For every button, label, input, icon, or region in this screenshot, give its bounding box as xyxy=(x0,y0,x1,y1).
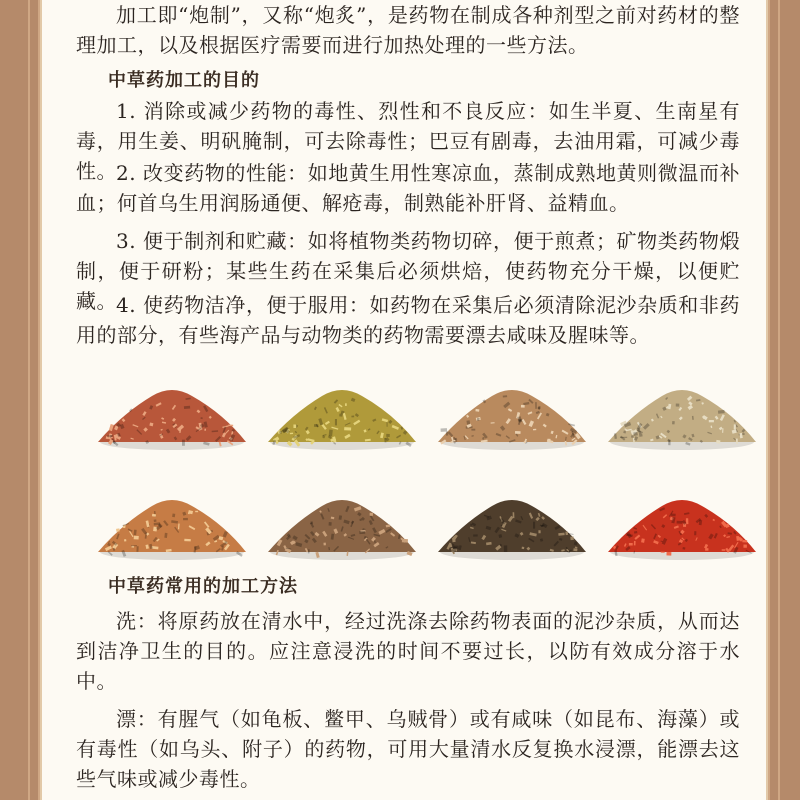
purpose-item-4: 4. 使药物洁净，便于服用：如药物在采集后必须清除泥沙杂质和非药用的部分，有些海产品与动物类的药物需要漂去咸味及腥味等。 xyxy=(76,293,740,347)
herb-pile-red-sandalwood-icon xyxy=(602,472,762,562)
method-soak: 漂：有腥气（如龟板、鳖甲、乌贼骨）或有咸味（如昆布、海藻）或有毒性（如乌头、附子）的药物，可用大量清水反复换水浸漂，能漂去这些气味或减少毒性。 xyxy=(76,707,740,791)
purpose-item-2: 2. 改变药物的性能：如地黄生用性寒凉血，蒸制成熟地黄则微温而补血；何首乌生用润肠通便、解疮毒，制熟能补肝肾、益精血。 xyxy=(76,161,740,215)
page-panel xyxy=(40,0,768,800)
herb-pile-8 xyxy=(602,472,762,562)
herb-pile-5 xyxy=(92,472,252,562)
herb-pile-4 xyxy=(602,362,762,452)
method-wash: 洗：将原药放在清水中，经过洗涤去除药物表面的泥沙杂质，从而达到洁净卫生的目的。应注意浸洗的时间不要过长，以防有效成分溶于水中。 xyxy=(76,609,740,693)
herb-pile-yellow-slices-icon xyxy=(262,362,422,452)
purpose-item-1: 1. 消除或减少药物的毒性、烈性和不良反应：如生半夏、生南星有毒，用生姜、明矾腌制，可去除毒性；巴豆有剧毒，去油用霜，可减少毒性。 xyxy=(76,99,740,183)
herb-pile-2 xyxy=(262,362,422,452)
section-heading-methods: 中草药常用的加工方法 xyxy=(108,576,298,597)
herb-pile-orange-shavings-icon xyxy=(92,472,252,562)
herb-pile-brown-fine-icon xyxy=(262,472,422,562)
herb-pile-6 xyxy=(262,472,422,562)
herb-pile-dark-twigs-icon xyxy=(432,472,592,562)
herb-pile-1 xyxy=(92,362,252,452)
herb-pile-red-chips-icon xyxy=(92,362,252,452)
herb-pile-pale-stems-icon xyxy=(602,362,762,452)
section-heading-purpose: 中草药加工的目的 xyxy=(108,70,260,91)
herb-pile-7 xyxy=(432,472,592,562)
herb-pile-tan-chips-icon xyxy=(432,362,592,452)
purpose-item-3: 3. 便于制剂和贮藏：如将植物类药物切碎，便于煎煮；矿物类药物煅制，便于研粉；某些生药在采集后必须烘焙，使药物充分干燥，以便贮藏。 xyxy=(76,229,740,313)
herb-image-grid xyxy=(82,362,762,562)
intro-paragraph: 加工即“炮制”，又称“炮炙”，是药物在制成各种剂型之前对药材的整理加工，以及根据医疗需要而进行加热处理的一些方法。 xyxy=(76,3,740,57)
herb-pile-3 xyxy=(432,362,592,452)
